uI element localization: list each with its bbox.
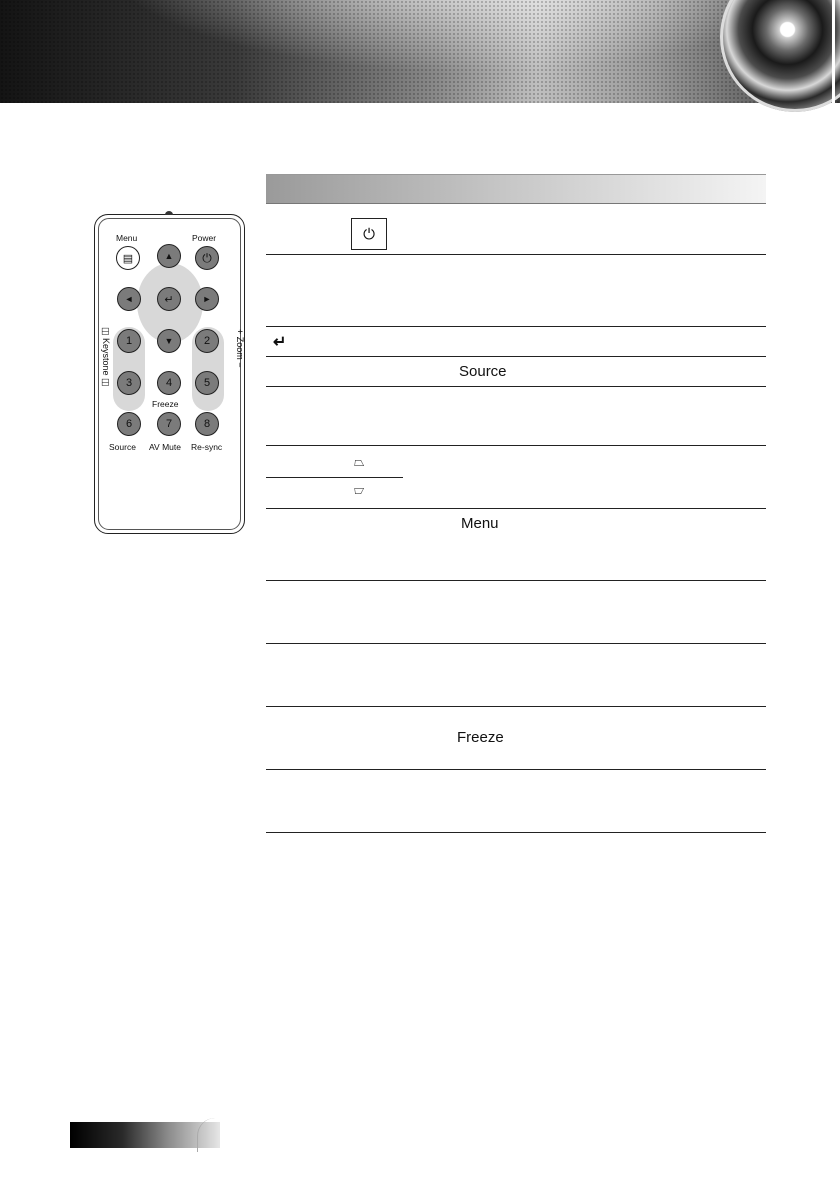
keystone-divider — [266, 477, 403, 478]
menu-icon: ▤ — [122, 252, 134, 265]
menu-button — [116, 246, 140, 270]
button-7-label: 7 — [165, 418, 173, 430]
table-row-avmute — [266, 644, 766, 707]
banner-texture — [0, 0, 840, 103]
button-4 — [157, 371, 181, 395]
avmute-label: AV Mute — [149, 442, 181, 452]
zoom-label: + Zoom − — [235, 329, 245, 368]
enter-icon: ↵ — [164, 293, 174, 306]
down-arrow-button — [157, 329, 181, 353]
arrow-left-icon: ◄ — [124, 294, 134, 304]
enter-button — [157, 287, 181, 311]
table-row-power — [266, 204, 766, 255]
resync-label: Re-sync — [191, 442, 223, 452]
arrow-down-icon: ▼ — [164, 336, 174, 346]
button-7 — [157, 412, 181, 436]
up-arrow-button — [157, 244, 181, 268]
menu-label: Menu — [116, 233, 138, 243]
power-icon: ⏻ — [202, 250, 212, 265]
power-label: Power — [192, 233, 217, 243]
table-row-keystone — [266, 446, 766, 509]
table-row-arrows — [266, 255, 766, 327]
header-banner — [0, 0, 840, 103]
table-header — [266, 174, 766, 204]
source-text: Source — [459, 363, 507, 380]
button-2-label: 2 — [203, 335, 211, 347]
table-row-freeze — [266, 707, 766, 770]
banner-edge — [832, 0, 835, 103]
keystone-plus-icon: ⏢ — [354, 454, 365, 469]
table-row-menu — [266, 509, 766, 581]
button-5-label: 5 — [203, 377, 211, 389]
button-6 — [117, 412, 141, 436]
remote-control-illustration — [94, 214, 245, 534]
arrow-up-icon: ▲ — [164, 251, 174, 261]
arrow-right-icon: ► — [202, 294, 212, 304]
button-2 — [195, 329, 219, 353]
table-row-zoom — [266, 581, 766, 644]
button-1 — [117, 329, 141, 353]
button-5 — [195, 371, 219, 395]
table-row-last — [266, 770, 766, 833]
table-row-source — [266, 357, 766, 387]
footer-curve — [197, 1118, 238, 1152]
power-icon: ⏻ — [351, 218, 387, 250]
keystone-minus-icon: ⏢ — [354, 485, 365, 500]
button-8-label: 8 — [203, 418, 211, 430]
menu-text: Menu — [461, 515, 499, 532]
button-8 — [195, 412, 219, 436]
button-1-label: 1 — [125, 335, 133, 347]
button-4-label: 4 — [165, 377, 173, 389]
power-button — [195, 246, 219, 270]
button-3 — [117, 371, 141, 395]
right-arrow-button — [195, 287, 219, 311]
button-3-label: 3 — [125, 377, 133, 389]
remote-ir-emitter — [165, 211, 173, 215]
left-arrow-button — [117, 287, 141, 311]
source-label: Source — [109, 442, 136, 452]
button-6-label: 6 — [125, 418, 133, 430]
remote-function-table — [266, 174, 766, 833]
freeze-label: Freeze — [152, 399, 179, 409]
keystone-label: ◫ Keystone ◫ — [101, 327, 111, 387]
freeze-text: Freeze — [457, 729, 504, 746]
table-row-enter — [266, 327, 766, 357]
enter-icon: ↵ — [273, 334, 287, 351]
table-row-resync — [266, 387, 766, 446]
